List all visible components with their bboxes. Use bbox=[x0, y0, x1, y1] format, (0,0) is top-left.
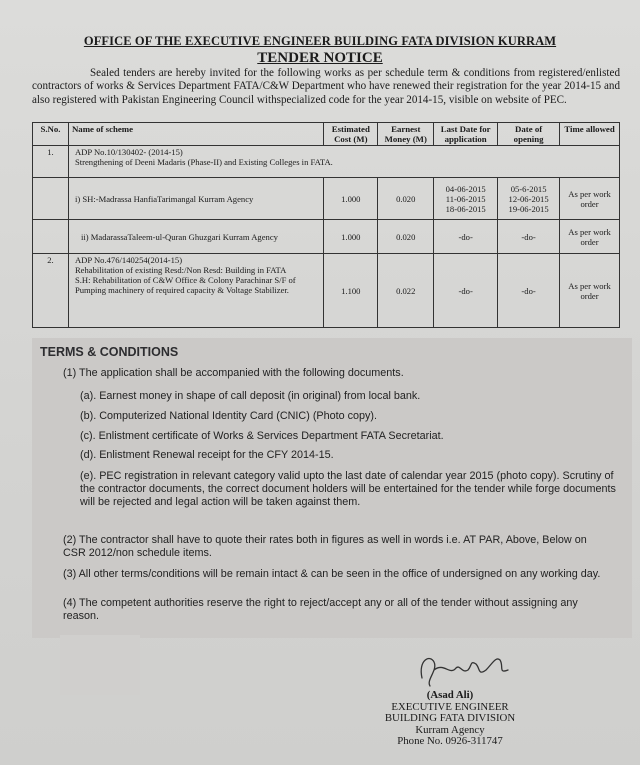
opening-date-2: 12-06-2015 bbox=[508, 193, 549, 204]
opening-date-1: 05-6-2015 bbox=[510, 183, 547, 194]
header-last-date: Last Date for application bbox=[434, 123, 498, 146]
signatory-division: BUILDING FATA DIVISION bbox=[384, 712, 516, 725]
terms-heading: TERMS & CONDITIONS bbox=[40, 345, 179, 359]
row1-sub2-opening: -do- bbox=[498, 220, 560, 254]
signatory-agency: Kurram Agency bbox=[415, 723, 485, 736]
last-date-1: 04-06-2015 bbox=[445, 183, 486, 194]
term-3: (3) All other terms/conditions will be remain intact & can be seen in the office of undersigned on any working day. bbox=[63, 568, 601, 580]
row1-sub1-last-dates bbox=[434, 178, 498, 220]
row1-title bbox=[68, 146, 619, 178]
row1-adp: ADP No.10/130402- (2014-15) bbox=[74, 147, 183, 157]
row1-sub1-time: As per work order bbox=[560, 178, 620, 220]
table-row bbox=[33, 146, 620, 178]
row2-scheme bbox=[68, 254, 323, 328]
row2-time: As per work order bbox=[560, 254, 620, 328]
signatory-designation: EXECUTIVE ENGINEER bbox=[391, 700, 509, 713]
row1-sub1-earnest: 0.020 bbox=[378, 178, 434, 220]
opening-date-3: 19-06-2015 bbox=[508, 203, 549, 214]
term-1: (1) The application shall be accompanied with the following documents. bbox=[63, 367, 404, 379]
row1-desc: Strengthening of Deeni Madaris (Phase-II) and Existing Colleges in FATA. bbox=[74, 157, 333, 167]
header-opening: Date of opening bbox=[498, 123, 560, 146]
signature-block bbox=[360, 690, 540, 748]
handwritten-signature bbox=[400, 640, 550, 695]
row2-earnest: 0.022 bbox=[378, 254, 434, 328]
tender-table bbox=[32, 122, 620, 328]
table-row bbox=[33, 254, 620, 328]
term-1b: (b). Computerized National Identity Card (CNIC) (Photo copy). bbox=[80, 410, 378, 422]
header-cost: Estimated Cost (M) bbox=[324, 123, 378, 146]
row2-sno: 2. bbox=[33, 254, 69, 328]
table-row bbox=[33, 178, 620, 220]
header-sno: S.No. bbox=[33, 123, 69, 146]
row2-cost: 1.100 bbox=[324, 254, 378, 328]
row2-desc2: S.H: Rehabilitation of C&W Office & Colony Parachinar S/F of Pumping machinery of required capacity & Voltage Stabilizer. bbox=[74, 275, 296, 295]
table-row bbox=[33, 220, 620, 254]
signatory-phone: Phone No. 0926-311747 bbox=[397, 735, 503, 748]
notice-title: TENDER NOTICE bbox=[257, 50, 383, 66]
row2-last: -do- bbox=[434, 254, 498, 328]
row1-sub1-opening-dates bbox=[498, 178, 560, 220]
row2-desc1: Rehabilitation of existing Resd:/Non Resd: Building in FATA bbox=[74, 265, 287, 275]
last-date-2: 11-06-2015 bbox=[445, 193, 486, 204]
row1-sno: 1. bbox=[33, 146, 69, 178]
header-time: Time allowed bbox=[560, 123, 620, 146]
row2-adp: ADP No.476/140254(2014-15) bbox=[74, 255, 183, 265]
row1-sub2-cost: 1.000 bbox=[324, 220, 378, 254]
term-1a: (a). Earnest money in shape of call deposit (in original) from local bank. bbox=[80, 390, 421, 402]
signatory-name: (Asad Ali) bbox=[426, 689, 474, 701]
term-4: (4) The competent authorities reserve the right to reject/accept any or all of the tender without assigning any reason. bbox=[63, 597, 578, 622]
row1-sub2-name: ii) MadarassaTaleem-ul-Quran Ghuzgari Kurram Agency bbox=[68, 220, 323, 254]
blank-patch bbox=[60, 635, 140, 695]
office-title: OFFICE OF THE EXECUTIVE ENGINEER BUILDING FATA DIVISION KURRAM bbox=[83, 34, 557, 48]
last-date-3: 18-06-2015 bbox=[445, 203, 486, 214]
row1-sub1-cost: 1.000 bbox=[324, 178, 378, 220]
row1-sub1-name: i) SH:-Madrassa HanfiaTarimangal Kurram Agency bbox=[68, 178, 323, 220]
table-header-row bbox=[33, 123, 620, 146]
term-1e: (e). PEC registration in relevant category valid upto the last date of calendar year 2015 (photo copy). Scrutiny of the contractor documents, the correct document holders will be entertained for the tender while forge documents will be rejected and legal action will be taken against them. bbox=[80, 470, 616, 508]
intro-paragraph: Sealed tenders are hereby invited for the following works as per schedule term & conditions from registered/enlisted contractors of works & Services Department FATA/C&W Department who have renewed their registration for the year 2014-15 and also registered with Pakistan Engineering Council withspecialized code for the year 2014-15, visible on website of PEC. bbox=[32, 67, 620, 106]
header-scheme: Name of scheme bbox=[68, 123, 323, 146]
row1-sub2-earnest: 0.020 bbox=[378, 220, 434, 254]
term-1c: (c). Enlistment certificate of Works & Services Department FATA Secretariat. bbox=[80, 430, 444, 442]
row2-opening: -do- bbox=[498, 254, 560, 328]
row1-sub2-last: -do- bbox=[434, 220, 498, 254]
term-1d: (d). Enlistment Renewal receipt for the CFY 2014-15. bbox=[80, 449, 334, 461]
term-2: (2) The contractor shall have to quote their rates both in figures as well in words i.e. AT PAR, Above, Below on CSR 2012/non schedule items. bbox=[63, 534, 587, 559]
row1-sub2-time: As per work order bbox=[560, 220, 620, 254]
header-earnest: Earnest Money (M) bbox=[378, 123, 434, 146]
